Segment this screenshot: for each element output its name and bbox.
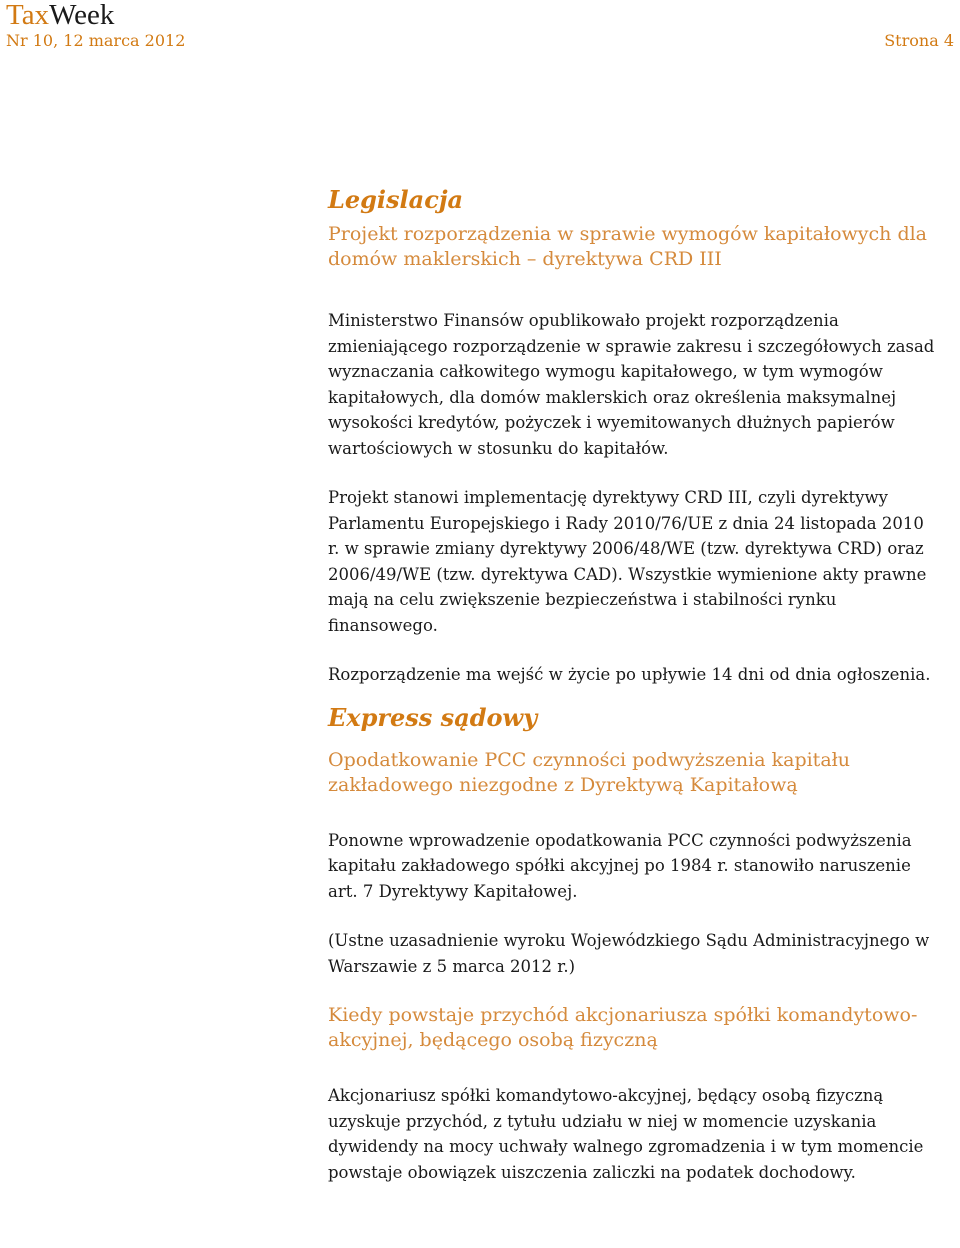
logo-tax: Tax xyxy=(6,0,50,31)
legislacja-paragraph-3: Rozporządzenie ma wejść w życie po upływie 14 dni od dnia ogłoszenia. xyxy=(328,665,931,684)
article-column xyxy=(328,184,940,1185)
express-paragraph-3: Akcjonariusz spółki komandytowo-akcyjnej, będący osobą fizyczną uzyskuje przychód, z tytułu udziału w niej w momencie uzyskania dywidendy na mocy uchwały walnego zgromadzenia i w tym momencie powstaje obowiązek uiszczenia zaliczki na podatek dochodowy. xyxy=(328,1086,924,1182)
logo-week: Week xyxy=(49,0,115,31)
express-paragraph-2: (Ustne uzasadnienie wyroku Wojewódzkiego Sądu Administracyjnego w Warszawie z 5 marca 2012 r.) xyxy=(328,931,930,976)
express-subhead-1: Opodatkowanie PCC czynności podwyższenia kapitału zakładowego niezgodne z Dyrektywą Kapitałową xyxy=(328,748,851,796)
legislacja-subhead: Projekt rozporządzenia w sprawie wymogów kapitałowych dla domów maklerskich – dyrektywa CRD III xyxy=(328,223,928,270)
legislacja-paragraph-2: Projekt stanowi implementację dyrektywy CRD III, czyli dyrektywy Parlamentu Europejskiego i Rady 2010/76/UE z dnia 24 listopada 2010 r. w sprawie zmiany dyrektywy 2006/48/WE (tzw. dyrektywa CRD) oraz 2006/49/WE (tzw. dyrektywa CAD). Wszystkie wymienione akty prawne mają na celu zwiększenie bezpieczeństwa i stabilności rynku finansowego. xyxy=(328,488,927,635)
section-title-legislacja: Legislacja xyxy=(328,185,464,214)
page-header xyxy=(0,0,960,56)
legislacja-paragraph-1: Ministerstwo Finansów opublikowało projekt rozporządzenia zmieniającego rozporządzenie w sprawie zakresu i szczegółowych zasad wyznaczania całkowitego wymogu kapitałowego, w tym wymogów kapitałowych, dla domów maklerskich oraz określenia maksymalnej wysokości kredytów, pożyczek i wyemitowanych dłużnych papierów wartościowych w stosunku do kapitałów. xyxy=(328,311,935,458)
taxweek-logo xyxy=(6,0,114,32)
express-paragraph-1: Ponowne wprowadzenie opodatkowania PCC czynności podwyższenia kapitału zakładowego spółki akcyjnej po 1984 r. stanowiło naruszenie art. 7 Dyrektywy Kapitałowej. xyxy=(328,830,912,901)
issue-date: Nr 10, 12 marca 2012 xyxy=(6,31,186,50)
express-subhead-2: Kiedy powstaje przychód akcjonariusza spółki komandytowo-akcyjnej, będącego osobą fizyczną xyxy=(328,1004,918,1051)
section-title-express: Express sądowy xyxy=(328,702,538,732)
page-number: Strona 4 xyxy=(884,31,954,50)
